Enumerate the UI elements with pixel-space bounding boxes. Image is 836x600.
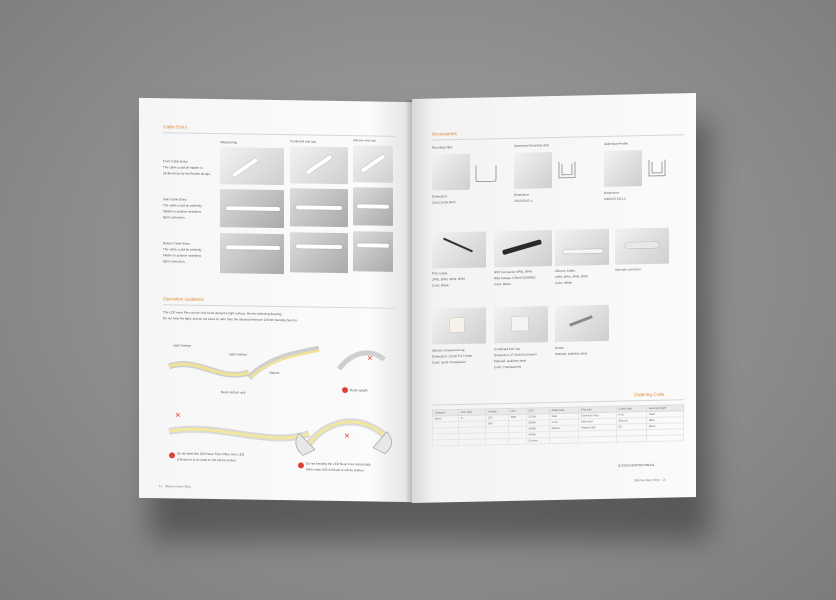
acc-line: Silicone closed end cap <box>432 347 465 353</box>
acc-line: PVC Cable <box>432 271 448 276</box>
acc-line: IP67 Connector 4PIN, 5PIN <box>494 269 532 275</box>
photo-ip67-connector <box>494 230 552 267</box>
column-combined-end-cap: Combined end cap <box>290 139 316 144</box>
search-hint: Q SVIIO-SKOTOO-NN101 <box>618 462 655 468</box>
table-header-cell: Aperture/Angle <box>646 405 683 412</box>
cable-entry-title: Cable Entry <box>163 124 188 130</box>
cross-icon: ✕ <box>367 355 373 363</box>
acc-silicone-cable <box>555 267 588 286</box>
operation-guidance-title: Operation Guidance <box>163 296 205 302</box>
acc-line: Color: Black <box>432 283 449 288</box>
table-cell: PVC <box>616 412 646 419</box>
acc-line: 23x12.5x15.8mm <box>432 200 456 205</box>
acc-name-aluminium-profile: Aluminium Profile <box>604 141 629 146</box>
table-body <box>433 411 684 446</box>
table-cell <box>485 438 508 444</box>
photo-bottom-silicone <box>353 231 393 272</box>
photo-anti-rain-connector <box>615 228 669 265</box>
warning-line: Do not twist this LED Neon Flex! Other wise LED <box>177 451 245 457</box>
table-cell <box>508 438 526 444</box>
cross-icon: ✕ <box>175 412 181 420</box>
photo-side-integral <box>220 189 284 228</box>
label-light-surface-1: Light Surface <box>173 343 192 348</box>
cross-icon: ✕ <box>344 433 350 441</box>
ordering-code-title: Ordering Code <box>634 391 665 398</box>
photo-front-silicone <box>353 145 393 183</box>
table-cell: Side <box>549 413 578 420</box>
desc-line: The cable could be perfectly <box>163 203 202 208</box>
warning-horizontal <box>306 460 371 473</box>
label-r-value: 150mm <box>269 370 280 376</box>
photo-mounting-clips <box>432 154 470 191</box>
table-cell: Open end <box>579 418 617 425</box>
table-cell: 2835 <box>508 414 526 420</box>
guidance-line: Do not twist the light, and do not bend on alter than the allowed minimum 150mm bending bian ler. <box>163 316 298 323</box>
acc-combined-end-cap <box>494 345 537 370</box>
acc-line: Wire Gauge: 0.5mm²(22AWG) <box>494 275 536 281</box>
acc-name-aluminium-clips: Aluminium Mounting clips <box>514 143 550 148</box>
table-cell: Custom <box>526 438 549 444</box>
acc-dim-aluminium-profile <box>604 189 626 201</box>
table-header-cell: CCT <box>526 408 549 414</box>
acc-silicone-closed-cap <box>432 347 472 366</box>
photo-side-silicone <box>353 187 393 226</box>
warning-line: Do not bending the LED Neon Flex horizontally. <box>306 461 372 467</box>
acc-line: 26x20.5x11.a <box>514 198 533 203</box>
divider <box>163 132 395 136</box>
table-cell: S <box>458 415 485 422</box>
table-header-cell: Plug type <box>579 406 617 413</box>
photo-screw <box>555 305 609 342</box>
ordering-code-table <box>432 404 684 446</box>
table-header-cell: LED <box>508 408 526 414</box>
desc-line: light connection. <box>163 259 186 264</box>
table-cell: 12V <box>485 414 508 420</box>
warning-icon <box>169 452 175 458</box>
acc-dim-mounting-clips <box>432 193 456 205</box>
acc-line: Color: Transparents <box>494 364 522 370</box>
page-footer-left: 14 · Silicone Neon Strip <box>159 484 191 489</box>
page-footer-right: Silicone Neon Strip · 15 <box>634 477 666 483</box>
table-cell: 6000K <box>526 432 549 438</box>
photo-side-combined <box>290 188 348 227</box>
warning-line: Other wise LED & Resist or will be broken. <box>306 467 365 473</box>
table-cell: Silicone <box>616 418 646 425</box>
acc-anti-rain-connector <box>615 266 641 273</box>
acc-line: Color: Semi-Transparent <box>432 359 466 365</box>
label-light-surface-2: Light Surface <box>229 352 248 357</box>
table-cell: Milky <box>646 417 683 424</box>
acc-line: Dimension: <box>604 190 620 195</box>
acc-line: 1000x25.5x11.a <box>604 196 626 201</box>
table-cell: Bottom <box>549 425 578 432</box>
table-cell: Black <box>646 423 683 430</box>
left-page <box>139 98 412 502</box>
row-desc-bottom <box>163 240 202 265</box>
acc-line: Dimension: 27.9x20.6x19.6mm <box>494 352 537 358</box>
column-integral-plug: Integral plug <box>220 140 238 145</box>
acc-line: Silicone Cable: <box>555 268 576 273</box>
table-cell: 4000K <box>526 426 549 432</box>
table-cell: Connector plug <box>579 412 617 419</box>
column-silicone-end-cap: Silicone end cap <box>353 138 376 143</box>
label-bend-upright: Bend upright <box>350 388 368 393</box>
photo-combined-end-cap <box>494 306 548 343</box>
desc-line: light connection. <box>163 215 186 220</box>
guidance-line: The LED neon Flex can be only bend along the light surface, like the following drawing. <box>163 310 283 317</box>
photo-bottom-combined <box>290 232 348 273</box>
check-icon <box>342 387 348 393</box>
desc-line: The cable could be hidden in <box>163 165 203 170</box>
warning-icon <box>298 462 304 468</box>
acc-line: Anti rain connector <box>615 267 641 272</box>
table-header-cell: Category <box>433 410 459 417</box>
acc-line: Material: stainless steel <box>555 351 588 356</box>
table-cell <box>549 437 578 444</box>
photo-pvc-cable <box>432 231 486 268</box>
profile-outline-icon <box>646 158 668 180</box>
aluminium-clip-outline-icon <box>556 159 578 181</box>
acc-line: Dimension: <box>514 192 530 197</box>
desc-line: Front Cable Entry: <box>163 159 189 164</box>
table-cell: Neon <box>433 416 459 423</box>
acc-line: 2PIN, 3PIN, 4PIN, 5PIN <box>555 274 588 279</box>
desc-line: Side Cable Entry: <box>163 197 188 202</box>
table-cell <box>646 435 683 442</box>
desc-line: hidden to achieve seamless <box>163 209 202 214</box>
table-cell: Clear <box>646 411 683 418</box>
table-cell: Integral plug <box>579 424 617 431</box>
desc-line: all directions by the flexible design. <box>163 171 211 176</box>
mounting-clip-outline-icon <box>474 163 498 184</box>
acc-line: Color: Black <box>494 281 511 287</box>
row-desc-side <box>163 196 202 221</box>
acc-pvc-cable <box>432 270 465 289</box>
label-bend-vertical: Bend vertical only <box>221 390 246 395</box>
acc-ip67-connector <box>494 268 536 287</box>
table-cell <box>433 440 459 447</box>
desc-line: Bottom Cable Entry: <box>163 241 191 246</box>
divider <box>163 304 395 308</box>
acc-line: Combined end cap <box>494 346 520 352</box>
accessories-title: Accessories <box>432 131 457 137</box>
acc-dim-aluminium-clips <box>514 191 532 203</box>
photo-silicone-cable <box>555 229 609 266</box>
photo-aluminium-clips <box>514 152 552 189</box>
acc-line: Material: stainless steel <box>494 358 527 364</box>
table-cell: 2700K <box>526 414 549 420</box>
table-header-cell: LED Type <box>458 409 485 416</box>
desc-line: The cable could be perfectly <box>163 247 202 252</box>
photo-front-integral <box>220 147 284 185</box>
table-cell: Front <box>549 419 578 426</box>
table-cell <box>616 436 646 443</box>
row-desc-front <box>163 158 211 177</box>
table-header-cell: Cable Style <box>616 406 646 413</box>
acc-screw <box>555 344 587 357</box>
acc-line: Dimension: <box>432 194 448 199</box>
photo-front-combined <box>290 146 348 184</box>
desc-line: hidden to achieve seamless <box>163 253 202 258</box>
acc-name-mounting-clips: Mounting Clips <box>432 145 453 150</box>
divider <box>432 134 684 140</box>
warning-line: & Resist or & on emal cr curl will be broken. <box>177 457 237 463</box>
photo-bottom-integral <box>220 233 284 274</box>
table-cell: Sil <box>616 424 646 431</box>
guidance-text <box>163 309 298 323</box>
table-cell <box>579 436 617 443</box>
table-cell: 3000K <box>526 420 549 426</box>
acc-line: Color: White <box>555 280 573 285</box>
acc-line: 2PIN, 3PIN, 4PIN, 5PIN <box>432 276 465 282</box>
acc-line: Screw <box>555 345 564 350</box>
table-header-cell: Cable Side <box>549 407 578 414</box>
table-cell: 24V <box>485 420 508 426</box>
table-cell <box>458 439 485 446</box>
right-page <box>412 93 696 503</box>
photo-aluminium-profile <box>604 150 642 187</box>
warning-twist <box>177 450 244 463</box>
acc-line: Dimension: 12x18.7x17.6mm <box>432 353 473 359</box>
photo-silicone-closed-cap <box>432 307 486 344</box>
table-header-cell: Voltage <box>485 408 508 414</box>
